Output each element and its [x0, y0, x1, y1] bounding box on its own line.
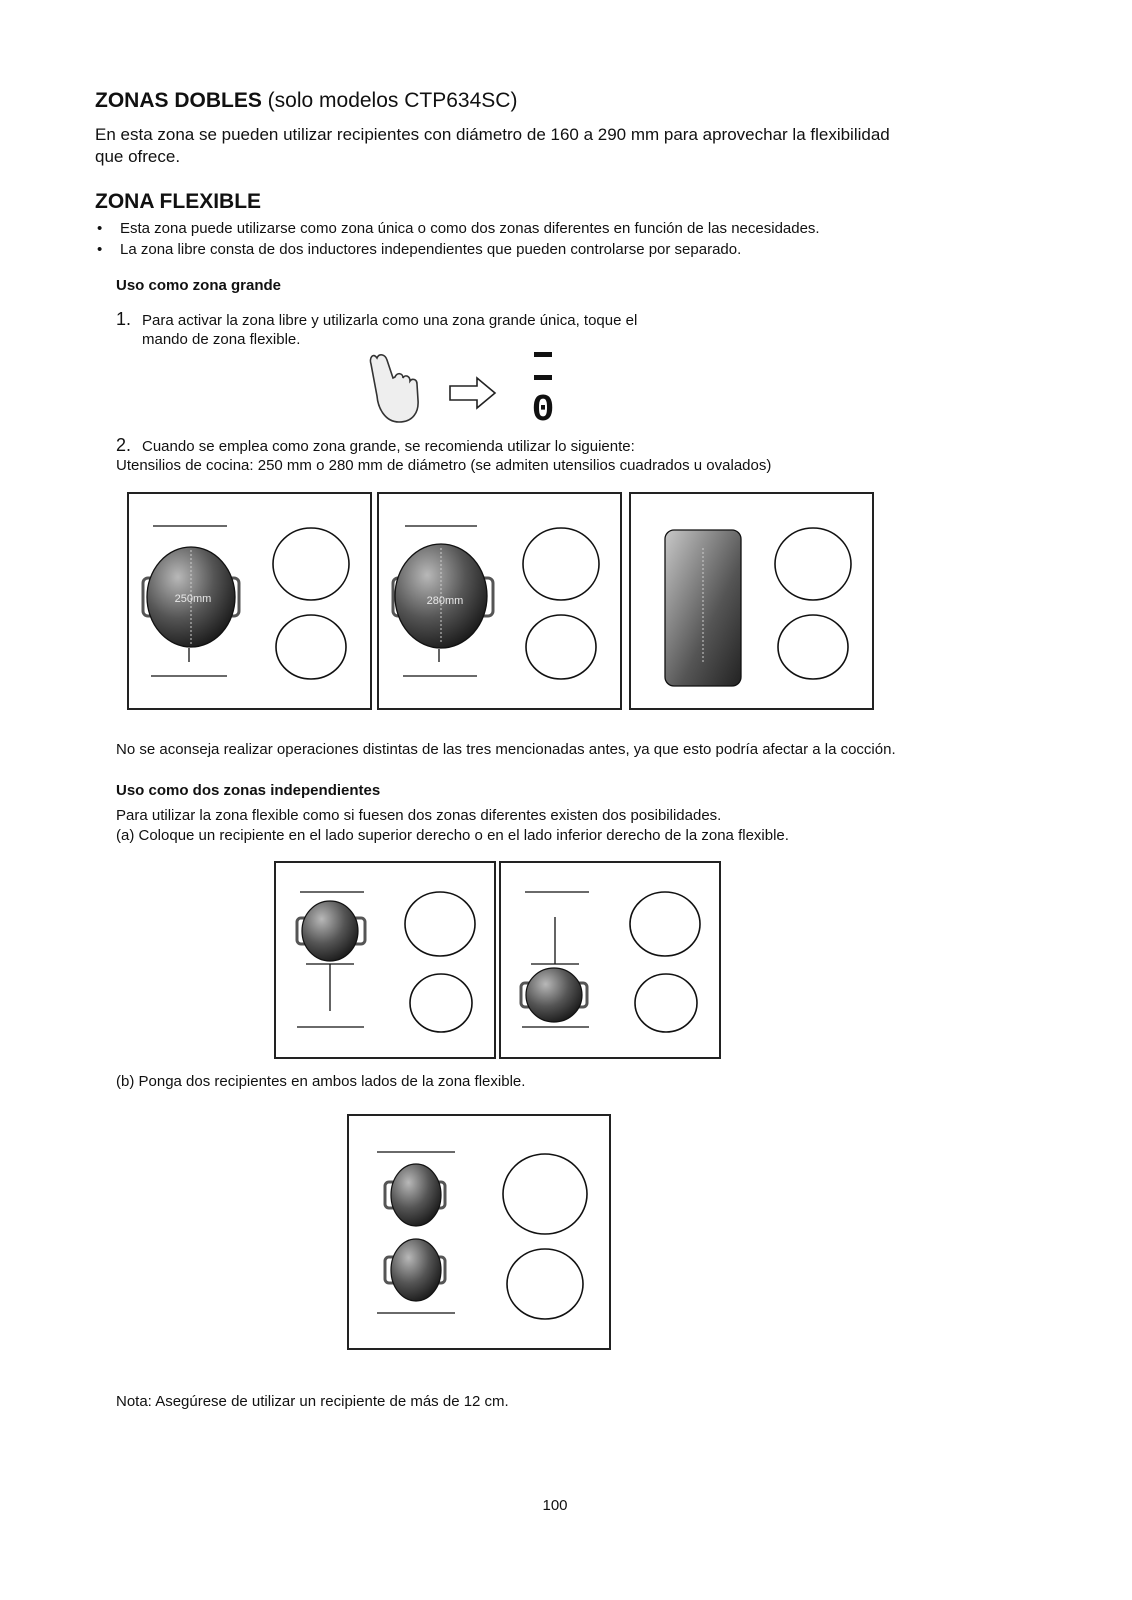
pot-size-label: 250mm [174, 593, 212, 605]
step-number: 1. [116, 309, 132, 329]
subheading-large-zone: Uso como zona grande [116, 277, 282, 294]
warning-text: No se aconseja realizar operaciones distintas de las tres mencionadas antes, ya que esto podría afectar a la cocción. [116, 741, 896, 758]
intro-line-2: que ofrece. [95, 147, 181, 166]
title-bold: ZONAS DOBLES [95, 89, 262, 112]
step-number: 2. [116, 435, 132, 455]
step-1-text-line1: Para activar la zona libre y utilizarla como una zona grande única, toque el [142, 312, 638, 329]
bullet-item: • Esta zona puede utilizarse como zona única o como dos zonas diferentes en función de las necesidades. [95, 218, 1055, 239]
option-a-text: (a) Coloque un recipiente en el lado superior derecho o en el lado inferior derecho de la zona flexible. [116, 827, 789, 844]
two-zones-text [116, 806, 1076, 846]
display-digit: 0 [531, 389, 555, 432]
cooking-zone-ring [526, 615, 596, 679]
cooking-zone-ring [503, 1154, 587, 1234]
subheading-two-zones: Uso como dos zonas independientes [116, 782, 381, 799]
small-pot-lower [391, 1239, 441, 1301]
flex-zone-display-icon [532, 352, 555, 432]
step-1-text-line2: mando de zona flexible. [142, 331, 301, 348]
small-pot [526, 968, 582, 1022]
cooktop-diagram-pot-bottom [500, 862, 720, 1058]
cooking-zone-ring [405, 892, 475, 956]
cooking-zone-ring [523, 528, 599, 600]
section-title-zona-flexible: ZONA FLEXIBLE [95, 190, 262, 213]
small-pot-upper [391, 1164, 441, 1226]
small-pot [302, 901, 358, 961]
bullet-item: • La zona libre consta de dos inductores independientes que pueden controlarse por separado. [95, 239, 1055, 260]
note-text: Nota: Asegúrese de utilizar un recipiente de más de 12 cm. [116, 1393, 509, 1410]
cooktop-diagram-280mm [378, 493, 621, 709]
cooktop-diagram-250mm [128, 493, 371, 709]
arrow-right-icon [450, 378, 495, 408]
intro-paragraph [95, 124, 1055, 168]
cooking-zone-ring [635, 974, 697, 1032]
touch-hand-icon [370, 355, 418, 422]
cooktop-diagram-pot-top [275, 862, 495, 1058]
cooktop-diagram-rectangular [630, 493, 873, 709]
cooking-zone-ring [410, 974, 472, 1032]
intro-line-1: En esta zona se pueden utilizar recipientes con diámetro de 160 a 290 mm para aprovechar la flexibilidad [95, 125, 890, 144]
pot-size-label: 280mm [426, 595, 464, 607]
feature-bullet-list [95, 218, 1055, 260]
step-2-text: Cuando se emplea como zona grande, se recomienda utilizar lo siguiente: [142, 438, 635, 455]
cooktop-diagram-two-pots [348, 1115, 610, 1349]
cooking-zone-ring [507, 1249, 583, 1319]
two-zones-intro: Para utilizar la zona flexible como si fuesen dos zonas diferentes existen dos posibilidades. [116, 807, 722, 824]
utensils-text: Utensilios de cocina: 250 mm o 280 mm de diámetro (se admiten utensilios cuadrados u ovalados) [116, 457, 772, 474]
step-1 [116, 309, 816, 350]
cooking-zone-ring [630, 892, 700, 956]
both-sides-diagram [347, 1114, 615, 1354]
flex-zone-activation-figure [365, 348, 565, 432]
page-number: 100 [542, 1497, 568, 1514]
cooking-zone-ring [276, 615, 346, 679]
step-2 [116, 435, 1016, 476]
option-b-text: (b) Ponga dos recipientes en ambos lados de la zona flexible. [116, 1073, 526, 1090]
cooking-zone-ring [775, 528, 851, 600]
section-title-zonas-dobles [95, 89, 517, 113]
cooking-zone-ring [778, 615, 848, 679]
cooktop-outline [348, 1115, 610, 1349]
two-zone-diagrams [274, 861, 724, 1063]
title-normal: (solo modelos CTP634SC) [261, 89, 518, 112]
cooking-zone-ring [273, 528, 349, 600]
large-zone-diagrams [127, 492, 875, 714]
